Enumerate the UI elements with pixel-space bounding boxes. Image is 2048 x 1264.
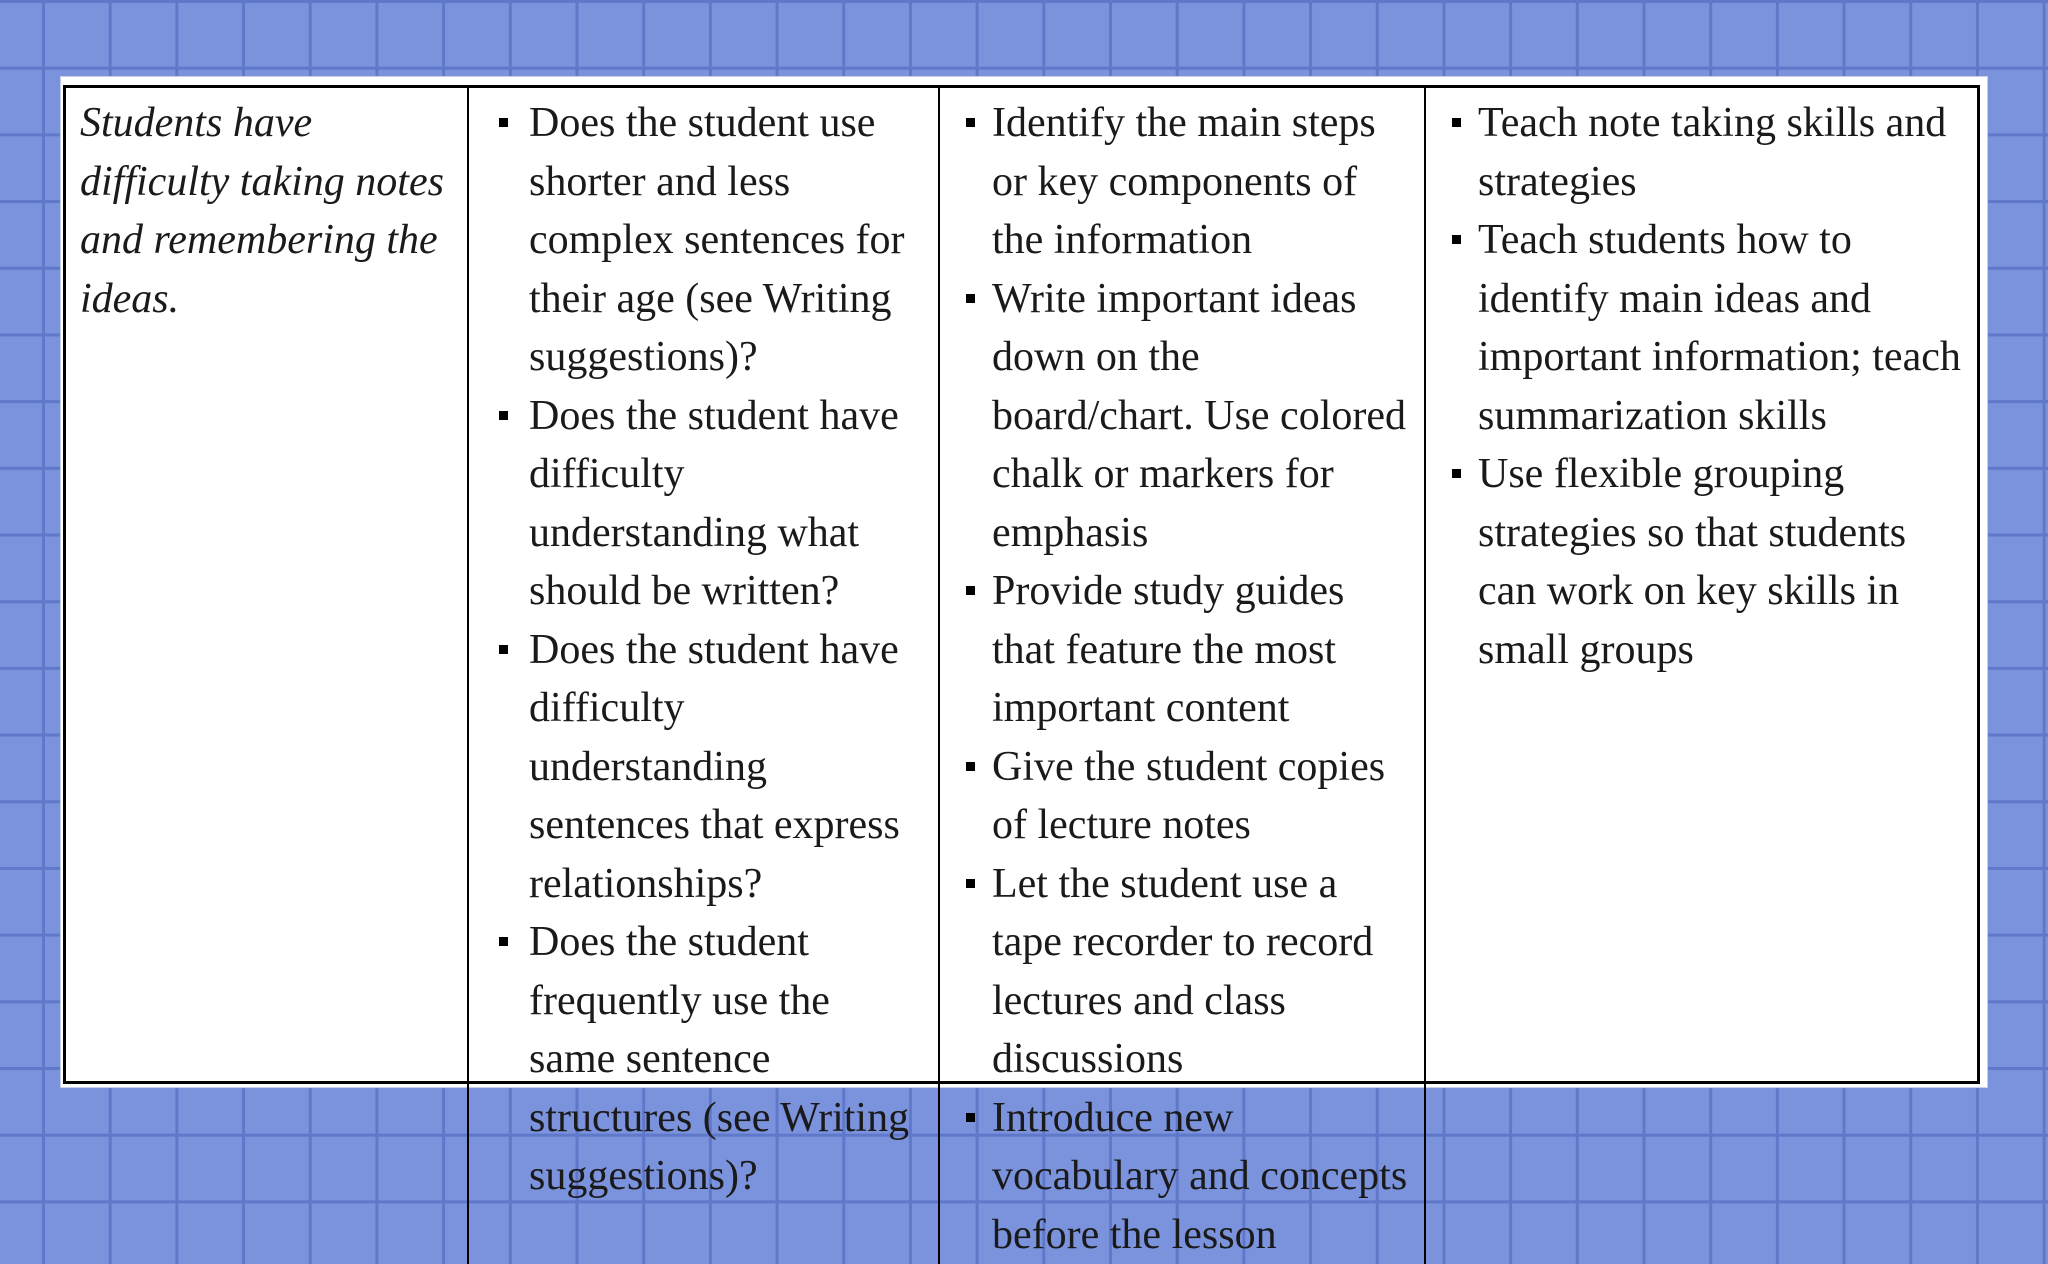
questions-list (483, 94, 924, 1206)
list-item: Introduce new vocabulary and concepts before the lesson (954, 1089, 1410, 1264)
questions-cell (469, 88, 940, 1264)
list-item: Use flexible grouping strategies so that students can work on key skills in small groups (1440, 445, 1963, 679)
list-item: Does the student use shorter and less complex sentences for their age (see Writing suggestions)? (483, 94, 924, 387)
list-item: Teach students how to identify main ideas and important information; teach summarization skills (1440, 211, 1963, 445)
list-item: Does the student have difficulty understanding sentences that express relationships? (483, 621, 924, 914)
list-item: Does the student frequently use the same sentence structures (see Writing suggestions)? (483, 913, 924, 1206)
list-item: Let the student use a tape recorder to record lectures and class discussions (954, 855, 1410, 1089)
strategies-list (954, 94, 1410, 1264)
strategy-table (63, 85, 1980, 1084)
list-item: Teach note taking skills and strategies (1440, 94, 1963, 211)
list-item: Give the student copies of lecture notes (954, 738, 1410, 855)
strategies-cell (940, 88, 1426, 1264)
problem-cell (66, 88, 469, 1264)
list-item: Does the student have difficulty understanding what should be written? (483, 387, 924, 621)
list-item: Provide study guides that feature the most important content (954, 562, 1410, 738)
problem-text: Students have difficulty taking notes and remembering the ideas. (80, 100, 444, 322)
instruction-cell (1426, 88, 1977, 1264)
list-item: Identify the main steps or key components of the information (954, 94, 1410, 270)
slide (60, 76, 1988, 1088)
list-item: Write important ideas down on the board/chart. Use colored chalk or markers for emphasis (954, 270, 1410, 563)
instruction-list (1440, 94, 1963, 679)
